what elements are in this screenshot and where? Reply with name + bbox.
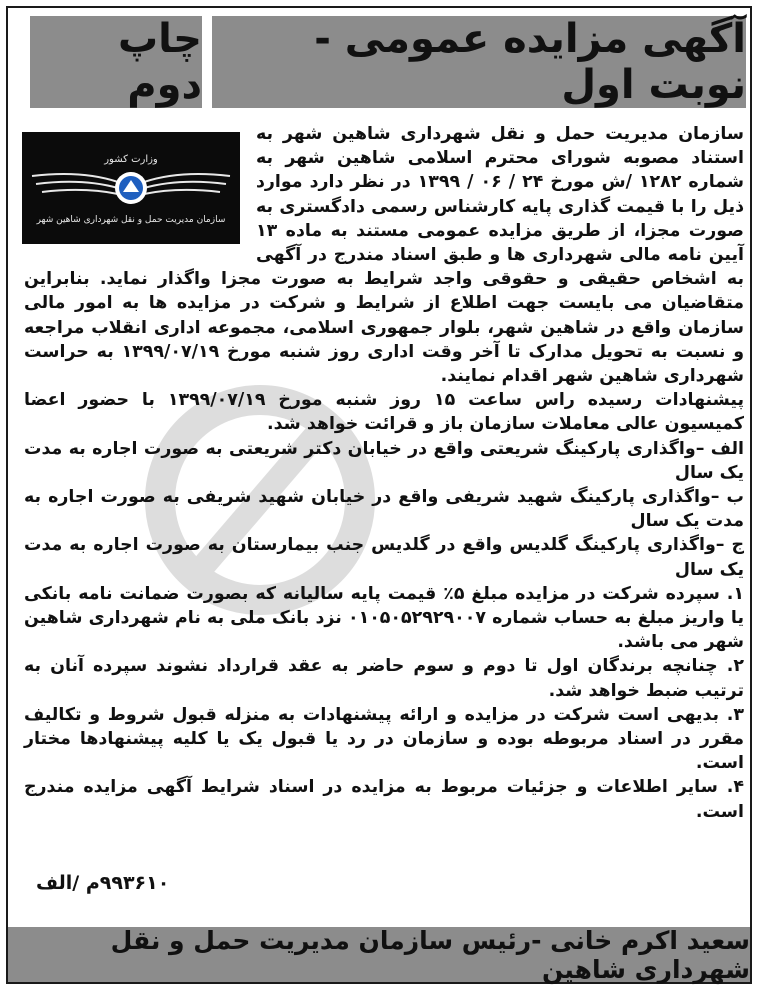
condition-2: ۲. چنانچه برندگان اول تا دوم و سوم حاضر به عقد قرارداد نشوند سپرده آنان به ترتیب ضبط خواهد شد.	[24, 656, 744, 701]
notice-title: آگهی مزایده عمومی - نوبت اول	[212, 16, 746, 108]
logo-bottom-text: سازمان مدیریت حمل و نقل شهرداری شاهین شهر	[36, 215, 226, 225]
item-b: ب –واگذاری پارکینگ شهید شریفی واقع در خیابان شهید شریفی به صورت اجاره به مدت یک سال	[24, 487, 744, 532]
logo-top-text: وزارت کشور	[104, 154, 158, 165]
signature-bar: سعید اکرم خانی -رئیس سازمان مدیریت حمل و نقل شهرداری شاهین	[8, 927, 750, 982]
intro-paragraph: سازمان مدیریت حمل و نقل شهرداری شاهین شهر به استناد مصوبه شورای محترم اسلامی شاهین شهر به شماره ۱۲۸۲ /ش مورخ ۲۴ / ۰۶ / ۱۳۹۹ در نظر دارد موارد ذیل را با قیمت گذاری پایه کارشناس رسمی دادگستری به صورت مجزا، از طریق مزایده عمومی مستند به ماده ۱۳ آیین نامه مالی شهرداری ها و طبق اسناد مندرج در آگهی به اشخاص حقیقی و حقوقی واجد شرایط به صورت مجزا واگذار نماید. بنابراین متقاضیان می بایست جهت اطلاع از شرایط و شرکت در مزایده ها به امور مالی سازمان واقع در شاهین شهر، بلوار جمهوری اسلامی، مجموعه اداری انقلاب مراجعه و نسبت به تحویل مدارک تا آخر وقت اداری روز شنبه مورخ ۱۳۹۹/۰۷/۱۹ به حراست شهرداری شاهین شهر اقدام نمایند.	[24, 124, 744, 387]
proposals-paragraph: پیشنهادات رسیده راس ساعت ۱۵ روز شنبه مورخ ۱۳۹۹/۰۷/۱۹ با حضور اعضا کمیسیون عالی معاملات سازمان باز و قرائت خواهد شد.	[24, 390, 744, 435]
condition-4: ۴. سایر اطلاعات و جزئیات مربوط به مزایده در اسناد شرایط آگهی مزایده مندرج است.	[24, 777, 744, 822]
edition-badge: چاپ دوم	[30, 16, 202, 108]
notice-body	[24, 122, 744, 824]
condition-3: ۳. بدیهی است شرکت در مزایده و ارائه پیشنهادات به منزله قبول شروط و تکالیف مقرر در اسناد مربوطه بوده و سازمان در رد یا قبول یک یا کلیه پیشنهادها مختار است.	[24, 704, 744, 774]
item-a: الف –واگذاری پارکینگ شریعتی واقع در خیابان دکتر شریعتی به صورت اجاره به مدت یک سال	[24, 438, 744, 483]
condition-1: ۱. سپرده شرکت در مزایده مبلغ ۵٪ قیمت پایه سالیانه که بصورت ضمانت نامه بانکی یا واریز مبلغ به حساب شماره ۰۱۰۵۰۵۲۹۲۹۰۰۷ نزد بانک ملی به نام شهرداری شاهین شهر می باشد.	[24, 583, 744, 653]
item-c: ج –واگذاری پارکینگ گلدیس واقع در گلدیس جنب بیمارستان به صورت اجاره به مدت یک سال	[24, 535, 744, 580]
reference-number: ۹۹۳۶۱۰م /الف	[36, 872, 170, 894]
